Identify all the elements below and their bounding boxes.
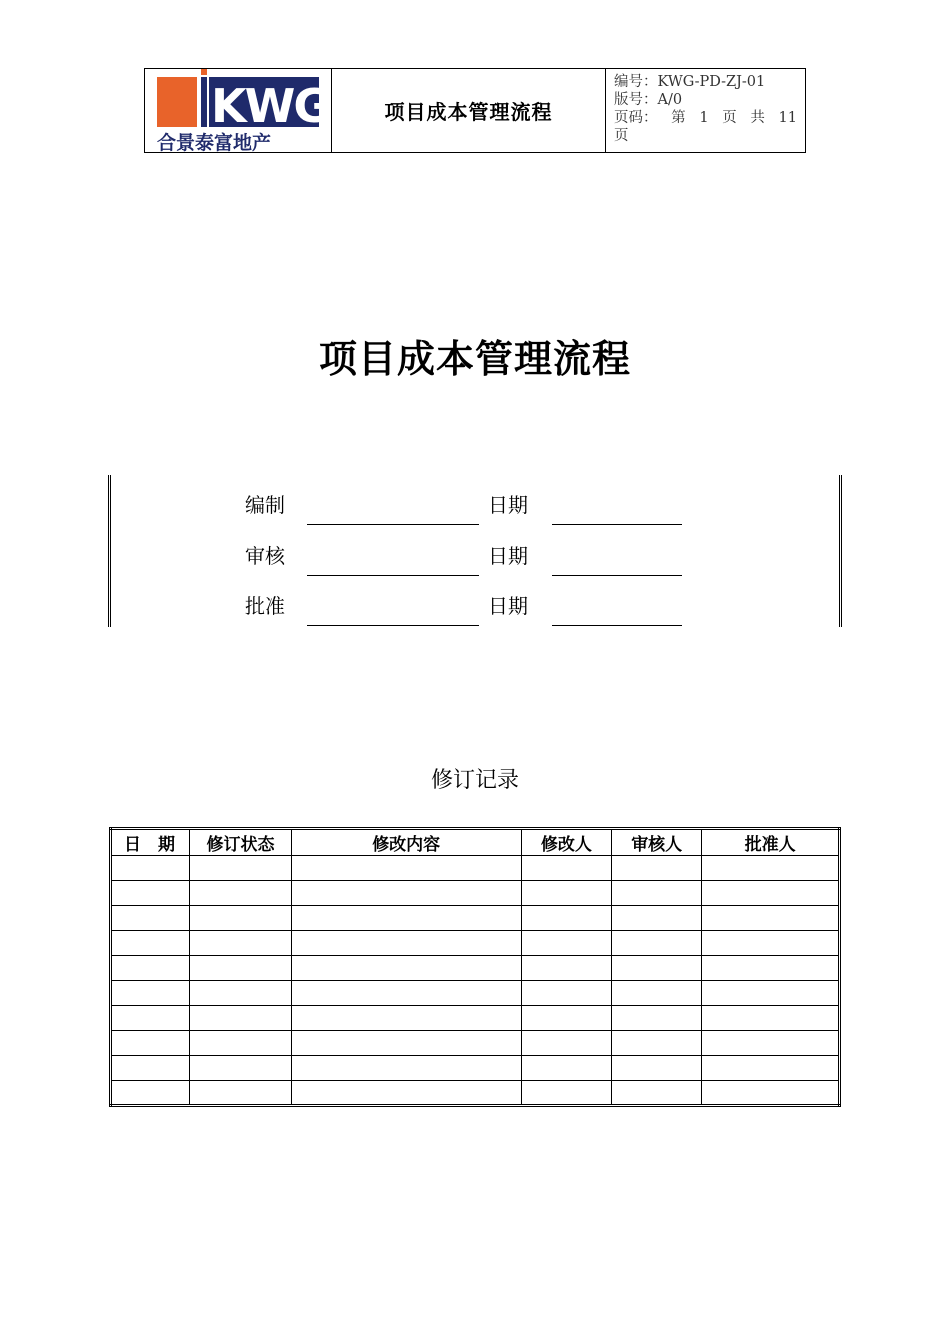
table-cell[interactable]: [190, 981, 291, 1006]
col-status: 修订状态: [190, 829, 291, 856]
col-approver: 批准人: [702, 829, 840, 856]
date-line[interactable]: [552, 524, 682, 525]
table-cell[interactable]: [612, 881, 702, 906]
table-cell[interactable]: [111, 906, 190, 931]
date-label: 日期: [488, 544, 528, 568]
table-cell[interactable]: [612, 1031, 702, 1056]
approval-row-approve: [111, 576, 839, 626]
table-cell[interactable]: [111, 956, 190, 981]
table-row: [111, 856, 840, 881]
table-cell[interactable]: [702, 1056, 840, 1081]
table-cell[interactable]: [521, 1056, 611, 1081]
table-cell[interactable]: [291, 906, 521, 931]
table-cell[interactable]: [521, 906, 611, 931]
table-row: [111, 956, 840, 981]
table-cell[interactable]: [111, 1081, 190, 1106]
table-cell[interactable]: [190, 1056, 291, 1081]
table-cell[interactable]: [190, 931, 291, 956]
table-cell[interactable]: [702, 906, 840, 931]
document-info: [606, 69, 805, 152]
table-header-row: [111, 829, 840, 856]
date-label: 日期: [488, 594, 528, 618]
table-cell[interactable]: [521, 981, 611, 1006]
doc-version: 版号：A/0: [614, 92, 683, 108]
table-cell[interactable]: [111, 981, 190, 1006]
approval-block: [108, 475, 842, 627]
header-title: 项目成本管理流程: [384, 100, 553, 124]
signature-line[interactable]: [307, 625, 479, 626]
table-row: [111, 1056, 840, 1081]
table-cell[interactable]: [291, 856, 521, 881]
table-cell[interactable]: [291, 956, 521, 981]
table-cell[interactable]: [612, 1081, 702, 1106]
table-cell[interactable]: [111, 931, 190, 956]
table-cell[interactable]: [291, 1006, 521, 1031]
table-cell[interactable]: [612, 981, 702, 1006]
table-cell[interactable]: [702, 981, 840, 1006]
table-row: [111, 931, 840, 956]
table-row: [111, 1006, 840, 1031]
table-cell[interactable]: [521, 856, 611, 881]
approval-label: 编制: [245, 493, 285, 517]
logo-brand-text: KWG: [211, 79, 330, 133]
table-cell[interactable]: [612, 856, 702, 881]
date-label: 日期: [488, 493, 528, 517]
table-cell[interactable]: [291, 931, 521, 956]
table-cell[interactable]: [190, 1081, 291, 1106]
date-line[interactable]: [552, 625, 682, 626]
table-row: [111, 1031, 840, 1056]
revision-table: [109, 827, 841, 1107]
revision-title: 修订记录: [430, 768, 519, 793]
table-cell[interactable]: [702, 856, 840, 881]
table-cell[interactable]: [190, 906, 291, 931]
table-cell[interactable]: [291, 881, 521, 906]
doc-number: 编号：KWG-PD-ZJ-01: [614, 74, 766, 90]
revision-body: [111, 856, 840, 1106]
table-cell[interactable]: [702, 1006, 840, 1031]
header-title-cell: [332, 69, 606, 152]
table-cell[interactable]: [190, 1006, 291, 1031]
kwg-logo-icon: [145, 69, 331, 152]
table-cell[interactable]: [612, 906, 702, 931]
col-content: 修改内容: [291, 829, 521, 856]
table-cell[interactable]: [111, 881, 190, 906]
col-modifier: 修改人: [521, 829, 611, 856]
table-cell[interactable]: [612, 931, 702, 956]
table-row: [111, 1081, 840, 1106]
table-cell[interactable]: [111, 1006, 190, 1031]
table-cell[interactable]: [702, 881, 840, 906]
logo-company-text: 合景泰富地产: [157, 132, 272, 152]
approval-row-review: [111, 526, 839, 576]
table-cell[interactable]: [190, 1031, 291, 1056]
signature-line[interactable]: [307, 524, 479, 525]
company-logo: [145, 69, 332, 152]
table-cell[interactable]: [612, 956, 702, 981]
table-cell[interactable]: [521, 931, 611, 956]
table-cell[interactable]: [111, 1031, 190, 1056]
document-header: [144, 68, 806, 153]
doc-page-last: 页: [614, 128, 629, 144]
doc-page-line: 页码： 第 1 页 共 11: [614, 110, 797, 126]
table-cell[interactable]: [702, 1081, 840, 1106]
table-row: [111, 906, 840, 931]
approval-label: 审核: [245, 544, 285, 568]
table-cell[interactable]: [291, 981, 521, 1006]
table-cell[interactable]: [612, 1056, 702, 1081]
approval-row-prepare: [111, 475, 839, 525]
table-cell[interactable]: [521, 1006, 611, 1031]
table-cell[interactable]: [521, 881, 611, 906]
table-row: [111, 981, 840, 1006]
table-cell[interactable]: [291, 1081, 521, 1106]
table-cell[interactable]: [702, 931, 840, 956]
table-cell[interactable]: [190, 856, 291, 881]
table-cell[interactable]: [111, 1056, 190, 1081]
col-date: 日 期: [111, 829, 190, 856]
col-reviewer: 审核人: [612, 829, 702, 856]
table-cell[interactable]: [521, 1081, 611, 1106]
table-cell[interactable]: [111, 856, 190, 881]
table-cell[interactable]: [291, 1056, 521, 1081]
table-cell[interactable]: [702, 956, 840, 981]
table-cell[interactable]: [291, 1031, 521, 1056]
table-cell[interactable]: [190, 956, 291, 981]
table-cell[interactable]: [521, 956, 611, 981]
main-title: 项目成本管理流程: [318, 337, 631, 381]
table-cell[interactable]: [521, 1031, 611, 1056]
approval-label: 批准: [245, 594, 285, 618]
table-cell[interactable]: [612, 1006, 702, 1031]
table-row: [111, 881, 840, 906]
table-cell[interactable]: [702, 1031, 840, 1056]
table-cell[interactable]: [190, 881, 291, 906]
